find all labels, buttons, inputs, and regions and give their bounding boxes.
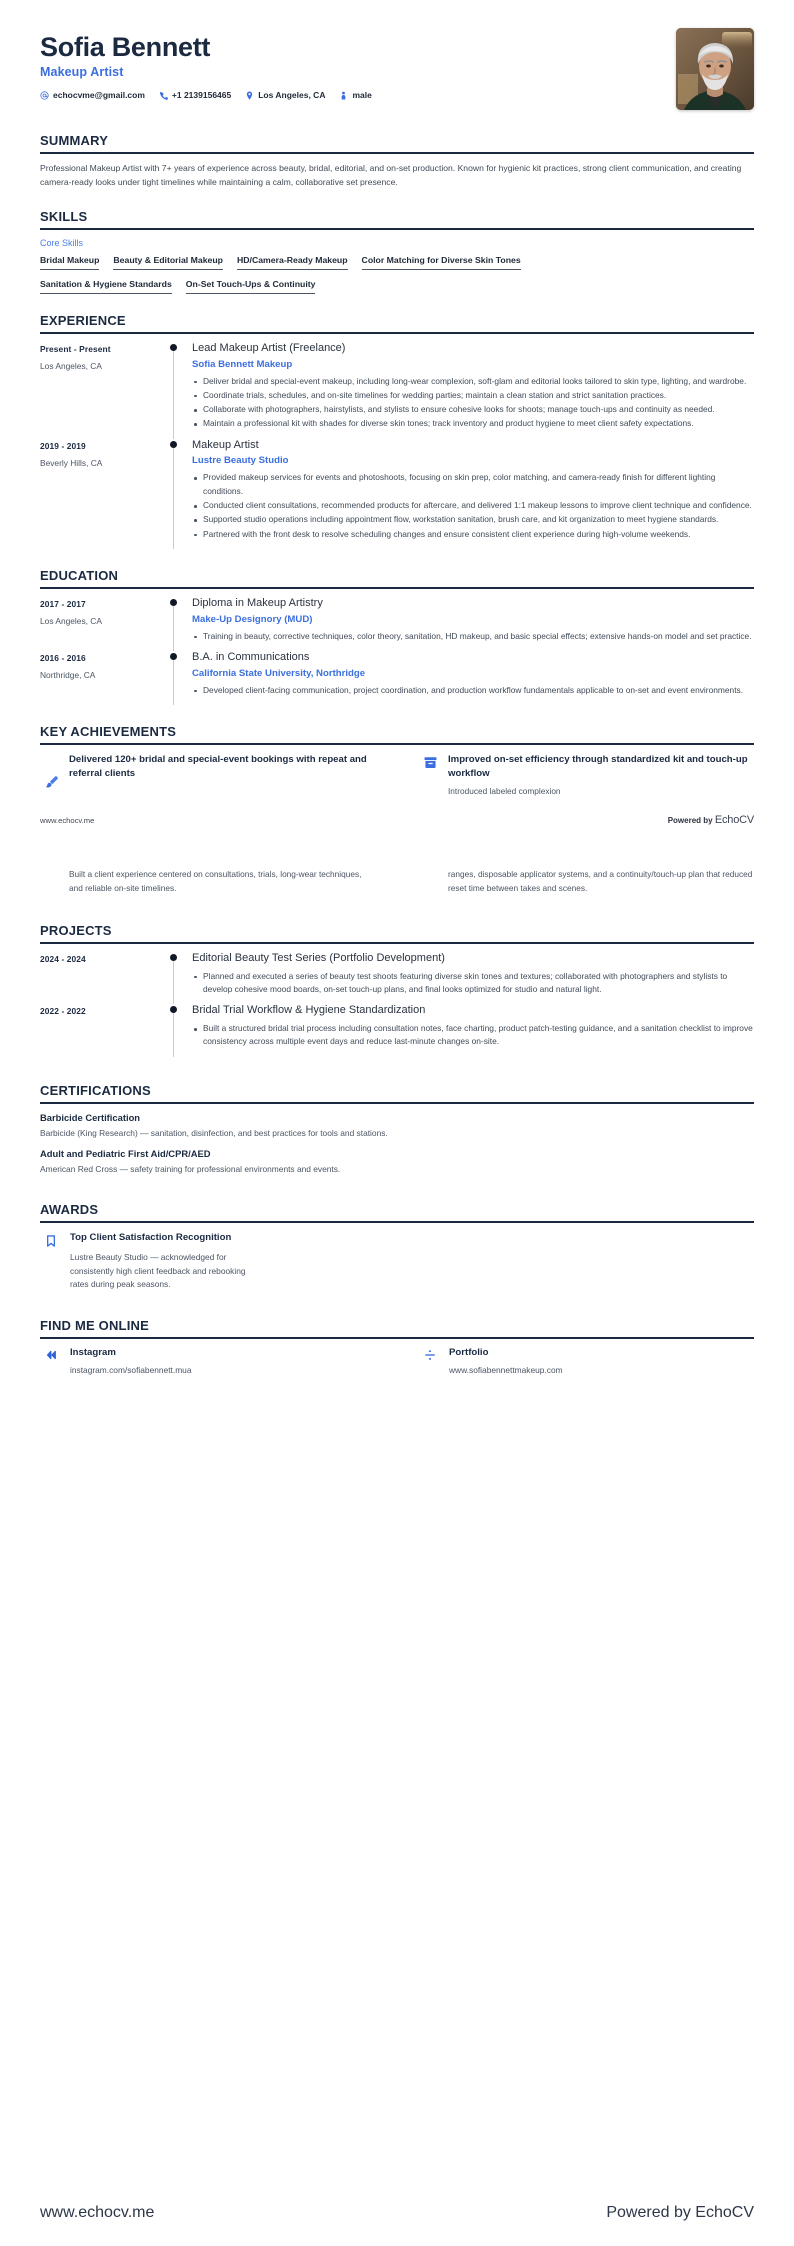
key-achievements-continuation [0, 826, 794, 895]
section-title-awards: AWARDS [40, 1201, 99, 1217]
contact-email-value: echocvme@gmail.com [53, 90, 145, 101]
skill-item: On-Set Touch-Ups & Continuity [186, 279, 316, 294]
entry-degree: B.A. in Communications [192, 650, 310, 663]
bullet-item: Supported studio operations including appointment flow, workstation sanitation, brush care, and kit organization to meet hygiene standards. [192, 513, 754, 526]
certification-description: Barbicide (King Research) — sanitation, disinfection, and best practices for tools and stations. [40, 1127, 388, 1138]
section-title-education: EDUCATION [40, 567, 119, 583]
entry-organization: Lustre Beauty Studio [192, 455, 289, 467]
section-title-certifications: CERTIFICATIONS [40, 1082, 151, 1098]
timeline-rail [170, 651, 192, 705]
page-title: Sofia Bennett [40, 32, 211, 62]
link-text [449, 1347, 563, 1375]
entry-organization: Sofia Bennett Makeup [192, 358, 293, 370]
section-find-me-online [40, 1318, 754, 1375]
section-key-achievements [40, 724, 754, 798]
footer-powered-by [606, 2204, 754, 2222]
section-divider [40, 587, 754, 589]
header-text-block [40, 28, 676, 100]
link-url[interactable]: www.sofiabennettmakeup.com [449, 1364, 563, 1375]
experience-entry [40, 342, 754, 439]
section-title-experience: EXPERIENCE [40, 312, 126, 328]
timeline-rail [170, 597, 192, 651]
achievement-item [44, 753, 375, 798]
education-entry [40, 651, 754, 705]
timeline-dot [170, 344, 177, 351]
email-icon [40, 91, 49, 100]
section-title-summary: SUMMARY [40, 133, 109, 148]
bullet-item: Conducted client consultations, recommended products for aftercare, and delivered 1:1 makeup lessons to improve client technique and confidence. [192, 499, 754, 512]
entry-bullets [192, 1022, 754, 1049]
section-title-find-me-online: FIND ME ONLINE [40, 1317, 149, 1333]
entry-role: Lead Makeup Artist (Freelance) [192, 341, 346, 354]
skill-item: Bridal Makeup [40, 255, 99, 270]
certification-name: Adult and Pediatric First Aid/CPR/AED [40, 1148, 211, 1160]
timeline-dot [170, 1006, 177, 1013]
section-title-skills: SKILLS [40, 208, 88, 224]
award-description: Lustre Beauty Studio — acknowledged for consistently high client feedback and rebooking rates during peak seasons. [70, 1252, 246, 1290]
contact-gender [339, 90, 371, 100]
skills-row [40, 279, 754, 294]
archive-box-icon [423, 753, 439, 770]
person-icon [339, 91, 348, 100]
page-footer [0, 814, 794, 826]
entry-meta [40, 1004, 170, 1056]
project-entry [40, 1004, 754, 1056]
skills-row [40, 255, 754, 270]
skill-item: Sanitation & Hygiene Standards [40, 279, 172, 294]
page-content-top [0, 0, 794, 798]
project-title: Bridal Trial Workflow & Hygiene Standardization [192, 1004, 426, 1017]
footer-powered-prefix: Powered by [606, 2204, 691, 2221]
entry-meta [40, 952, 170, 1004]
section-divider [40, 332, 754, 334]
entry-bullets [192, 630, 754, 643]
timeline-rail [170, 952, 192, 1004]
certification-item [40, 1148, 754, 1176]
entry-dates: Present - Present [40, 343, 111, 354]
entry-meta [40, 439, 170, 549]
section-title-projects: PROJECTS [40, 922, 112, 938]
entry-content [192, 439, 754, 549]
entry-content [192, 952, 754, 1004]
achievement-text [69, 753, 375, 780]
award-title: Top Client Satisfaction Recognition [70, 1231, 232, 1243]
award-text [70, 1231, 250, 1292]
bullet-item: Collaborate with photographers, hairstylists, and stylists to ensure cohesive looks for shoots; manage touch-ups and continuity as needed. [192, 403, 754, 416]
avatar [676, 28, 754, 110]
entry-meta [40, 651, 170, 705]
entry-dates: 2022 - 2022 [40, 1006, 86, 1017]
skill-item: HD/Camera-Ready Makeup [237, 255, 348, 270]
skills-list [40, 255, 754, 294]
entry-bullets [192, 970, 754, 997]
entry-content [192, 597, 754, 651]
section-divider [40, 942, 754, 944]
achievement-description: Built a client experience centered on consultations, trials, long-wear techniques, and reliable on-site timelines. [69, 869, 362, 893]
section-experience [40, 313, 754, 549]
timeline-dot [170, 954, 177, 961]
skills-group-label: Core Skills [40, 237, 84, 248]
achievement-description-left [44, 868, 375, 895]
bullet-item: Provided makeup services for events and photoshoots, focusing on skin prep, color matching, and camera-ready finish for different lighting conditions. [192, 471, 754, 498]
bullet-item: Deliver bridal and special-event makeup, including long-wear complexion, soft-glam and editorial looks tailored to skin type, lighting, and wardrobe. [192, 375, 754, 388]
achievement-continuation-grid [44, 868, 754, 895]
page-content-bottom [0, 923, 794, 1375]
entry-location: Beverly Hills, CA [40, 457, 103, 468]
achievement-text [448, 753, 754, 798]
profile-photo [676, 28, 754, 110]
contact-location-value: Los Angeles, CA [258, 90, 326, 101]
section-skills [40, 209, 754, 294]
achievement-description-part1: Introduced labeled complexion [448, 786, 561, 797]
footer-brand: EchoCV [695, 2204, 754, 2221]
achievement-description-right [423, 868, 754, 895]
contact-row [40, 90, 676, 100]
certification-description: American Red Cross — safety training for professional environments and events. [40, 1164, 341, 1175]
link-text [70, 1347, 192, 1375]
brush-icon [44, 753, 60, 790]
certification-item [40, 1112, 754, 1140]
entry-institution: Make-Up Designory (MUD) [192, 613, 313, 625]
entry-content [192, 342, 754, 439]
timeline-rail [170, 342, 192, 439]
entry-bullets [192, 471, 754, 540]
project-title: Editorial Beauty Test Series (Portfolio Development) [192, 951, 445, 964]
phone-icon [159, 91, 168, 100]
link-portfolio[interactable] [423, 1347, 754, 1375]
entry-location: Northridge, CA [40, 669, 96, 680]
entry-content [192, 1004, 754, 1056]
section-divider [40, 1102, 754, 1104]
entry-degree: Diploma in Makeup Artistry [192, 596, 323, 609]
contact-email[interactable] [40, 90, 145, 100]
award-item [40, 1231, 754, 1292]
project-entry [40, 952, 754, 1004]
bullet-item: Planned and executed a series of beauty test shoots featuring diverse skin tones and textures; collaborated with photographers and stylists to develop cohesive mood boards, on-set touch-up plans, and final looks optimized for studio and natural light. [192, 970, 754, 997]
contact-location[interactable] [245, 90, 325, 100]
section-certifications [40, 1083, 754, 1176]
footer-powered-by [668, 814, 754, 826]
link-url[interactable]: instagram.com/sofiabennett.mua [70, 1364, 192, 1375]
instagram-icon [44, 1347, 60, 1362]
section-divider [40, 228, 754, 230]
links-grid [40, 1347, 754, 1375]
bullet-item: Partnered with the front desk to resolve scheduling changes and ensure consistent client experience during high-volume weekends. [192, 528, 754, 541]
entry-dates: 2017 - 2017 [40, 598, 86, 609]
skill-item: Color Matching for Diverse Skin Tones [362, 255, 521, 270]
link-label: Portfolio [449, 1346, 489, 1358]
achievement-title: Improved on-set efficiency through standardized kit and touch-up workflow [448, 753, 748, 779]
bullet-item: Coordinate trials, schedules, and on-site timelines for wedding parties; maintain a clean station and strict sanitation practices. [192, 389, 754, 402]
location-pin-icon [245, 91, 254, 100]
experience-entry [40, 439, 754, 549]
education-entry [40, 597, 754, 651]
bullet-item: Developed client-facing communication, project coordination, and production workflow fundamentals applicable to on-set and event environments. [192, 684, 754, 697]
timeline-rail [170, 1004, 192, 1056]
timeline-dot [170, 441, 177, 448]
resume-header [40, 28, 754, 114]
contact-gender-value: male [352, 90, 372, 101]
entry-location: Los Angeles, CA [40, 360, 102, 371]
entry-dates: 2016 - 2016 [40, 652, 86, 663]
achievement-item [423, 753, 754, 798]
entry-bullets [192, 684, 754, 697]
entry-content [192, 651, 754, 705]
entry-role: Makeup Artist [192, 438, 259, 451]
entry-bullets [192, 375, 754, 431]
entry-dates: 2019 - 2019 [40, 440, 86, 451]
job-title: Makeup Artist [40, 65, 124, 80]
bullet-item: Maintain a professional kit with shades for diverse skin tones; track inventory and product hygiene to meet client safety expectations. [192, 417, 754, 430]
certification-name: Barbicide Certification [40, 1111, 141, 1123]
contact-phone[interactable] [159, 90, 231, 100]
timeline-dot [170, 653, 177, 660]
portfolio-link-icon [423, 1347, 439, 1362]
section-divider [40, 152, 754, 154]
entry-meta [40, 342, 170, 439]
bookmark-icon [44, 1231, 60, 1248]
link-instagram[interactable] [44, 1347, 375, 1375]
section-divider [40, 1337, 754, 1339]
section-divider [40, 743, 754, 745]
footer-brand: EchoCV [714, 814, 754, 827]
timeline-rail [170, 439, 192, 549]
bullet-item: Built a structured bridal trial process including consultation notes, face charting, product patch-testing guidance, and a sanitation checklist to improve consistency across multiple event days and reduce last-minute changes on-site. [192, 1022, 754, 1049]
section-awards [40, 1202, 754, 1292]
section-education [40, 568, 754, 705]
section-projects [40, 923, 754, 1057]
achievement-title: Delivered 120+ bridal and special-event bookings with repeat and referral clients [69, 753, 367, 779]
link-label: Instagram [70, 1346, 116, 1358]
bullet-item: Training in beauty, corrective techniques, color theory, sanitation, HD makeup, and basic special effects; extensive hands-on model and set practice. [192, 630, 754, 643]
key-achievements-grid [40, 753, 754, 798]
footer-url[interactable]: www.echocv.me [40, 816, 95, 826]
section-title-key-achievements: KEY ACHIEVEMENTS [40, 723, 177, 739]
entry-institution: California State University, Northridge [192, 667, 366, 679]
contact-phone-value: +1 2139156465 [171, 90, 232, 101]
entry-location: Los Angeles, CA [40, 615, 102, 626]
skill-item: Beauty & Editorial Makeup [113, 255, 223, 270]
footer-url[interactable]: www.echocv.me [40, 2204, 155, 2221]
summary-text: Professional Makeup Artist with 7+ years of experience across beauty, bridal, editorial, and on-set production. Known for hygienic kit practices, strong client communication, and creating camera-ready looks under tight timelines while maintaining a calm, collaborative set presence. [40, 163, 742, 187]
timeline-dot [170, 599, 177, 606]
section-summary [40, 133, 754, 190]
page-footer-bottom [0, 2204, 794, 2222]
entry-dates: 2024 - 2024 [40, 953, 86, 964]
footer-powered-prefix: Powered by [667, 816, 713, 826]
achievement-description-part2: ranges, disposable applicator systems, and a continuity/touch-up plan that reduced reset time between takes and scenes. [448, 869, 753, 893]
entry-meta [40, 597, 170, 651]
section-divider [40, 1221, 754, 1223]
